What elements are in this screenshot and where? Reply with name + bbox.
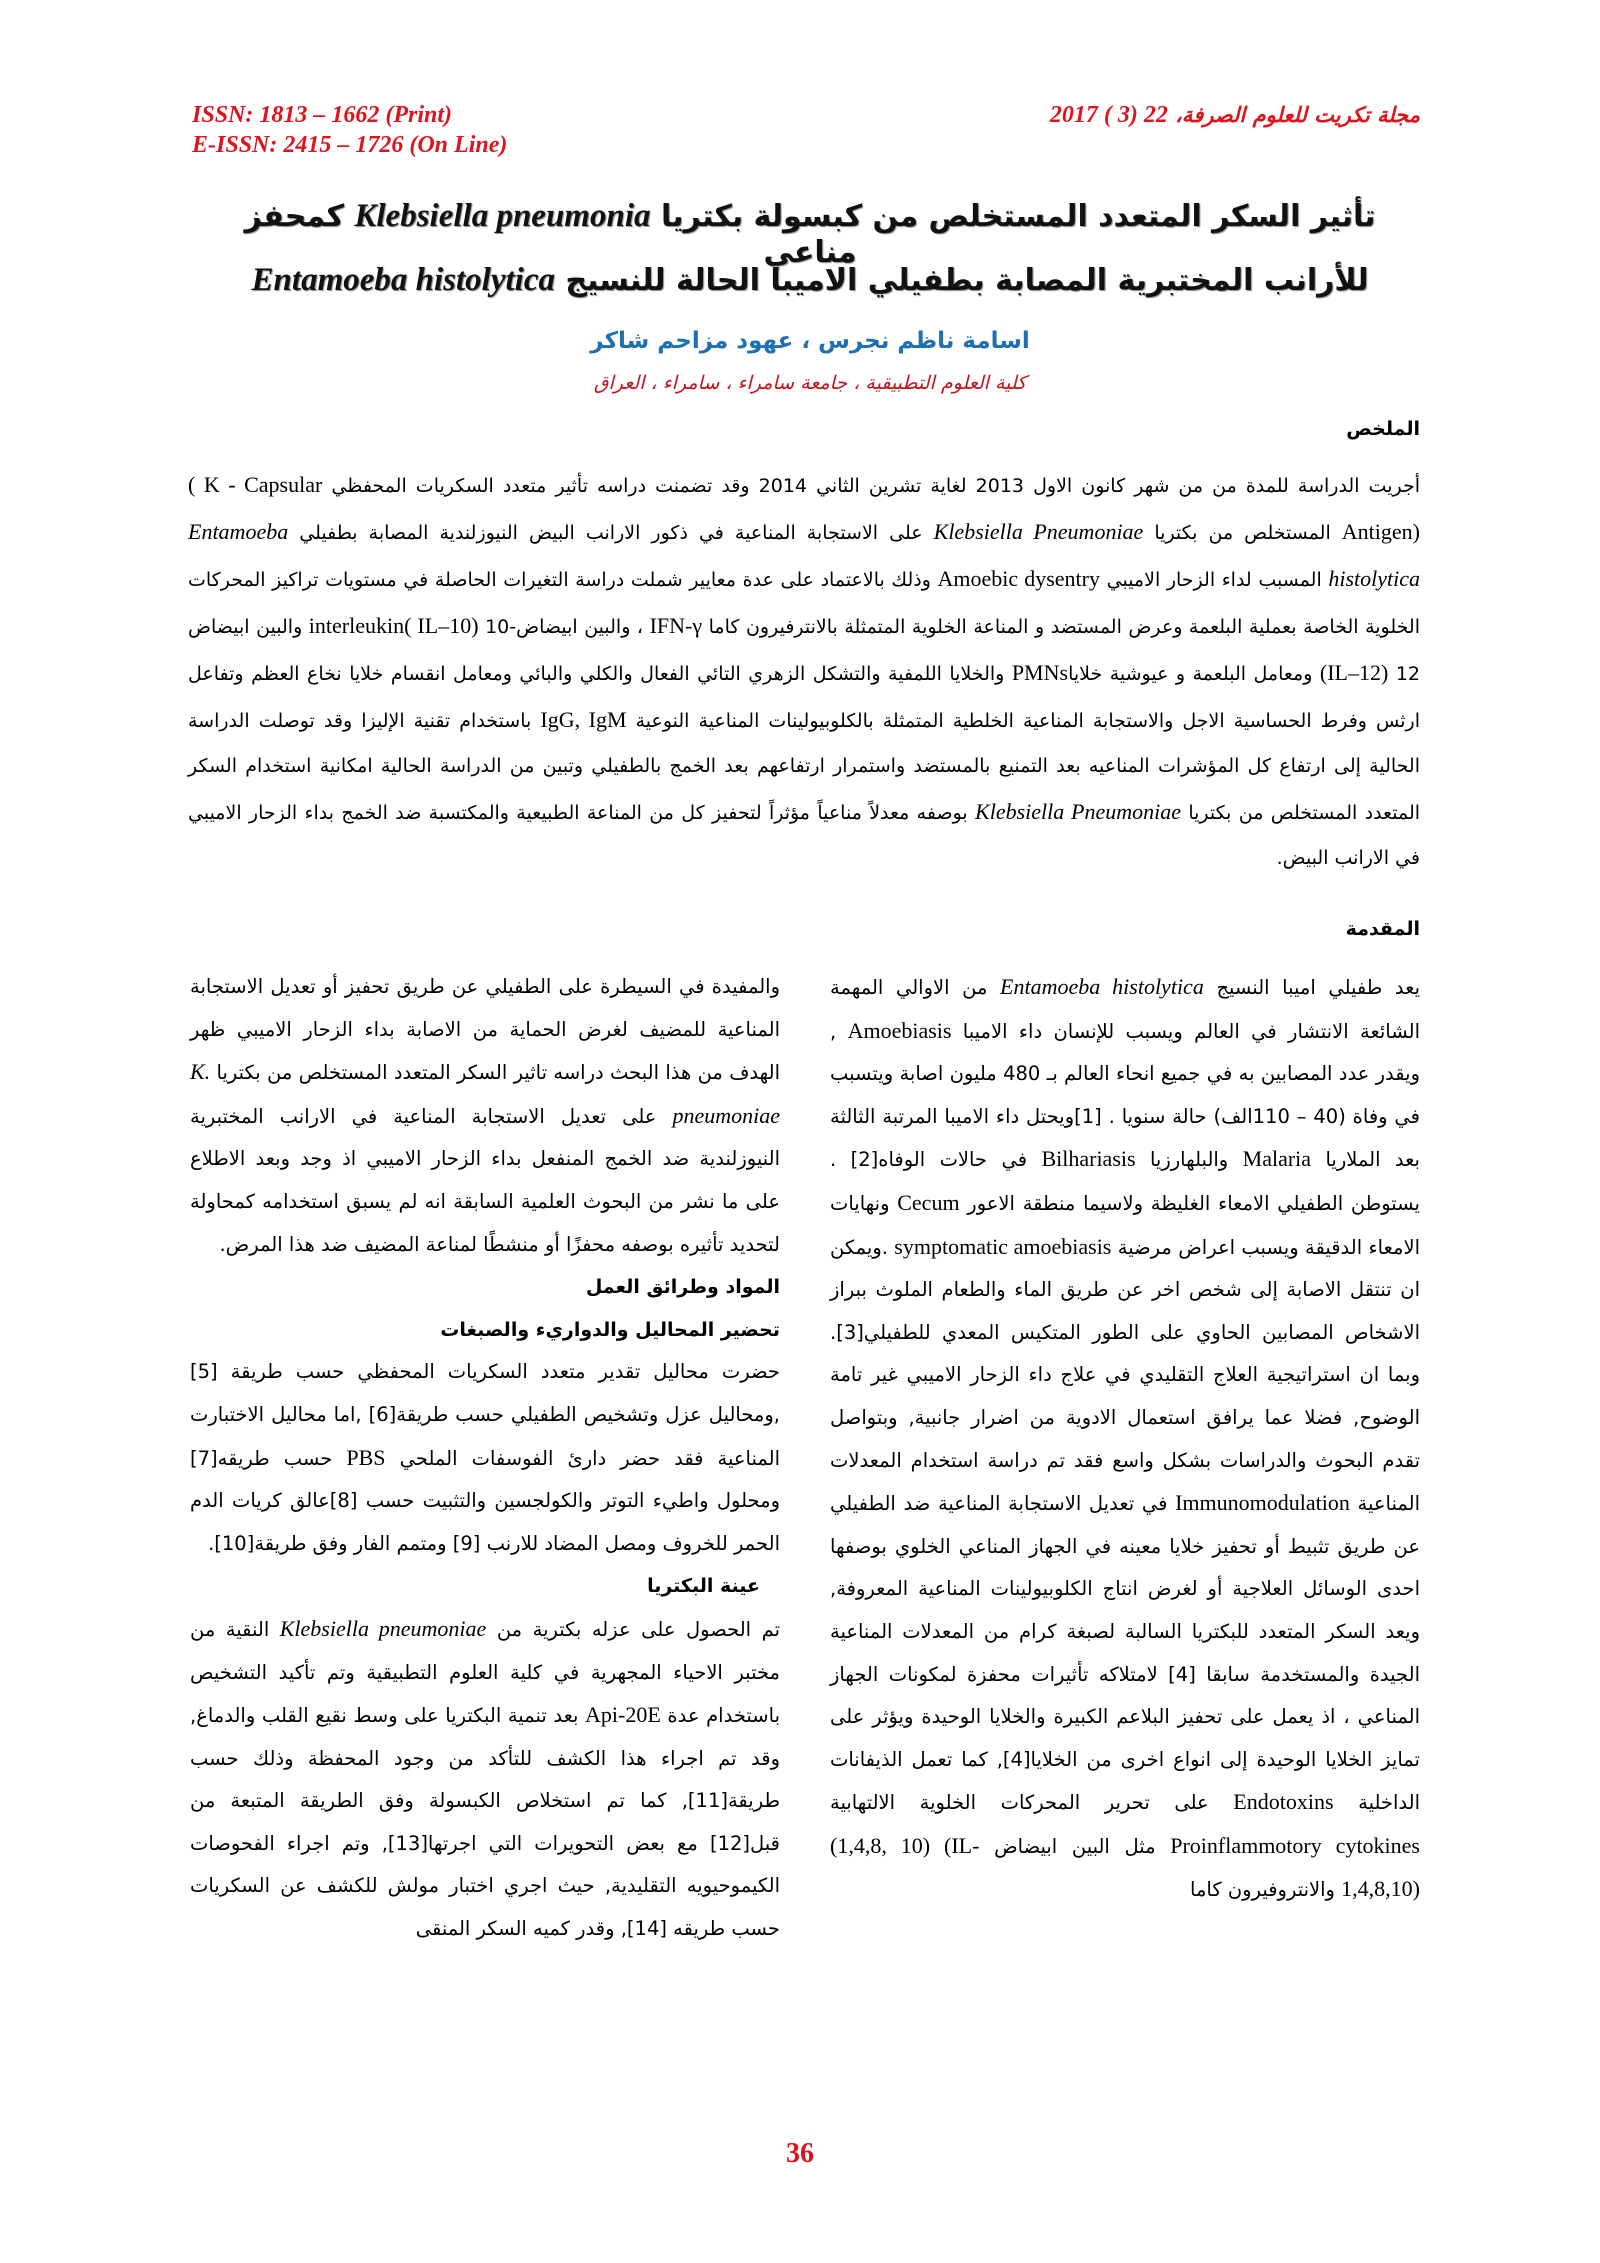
latin-term: symptomatic amoebiasis xyxy=(894,1233,1112,1259)
latin-term: Proinflammotory cytokines xyxy=(1170,1832,1420,1858)
paper-title-line-1 xyxy=(200,198,1420,270)
latin-term: Api-20E xyxy=(585,1702,661,1728)
bacteria-sample-paragraph xyxy=(190,1608,780,1951)
text: على تعديل الاستجابة المناعية في الارانب المختبرية النيوزلندية ضد الخمج المنفعل بداء الزحار الاميبي اذ وجد وبعد الاطلاع على ما نشر من البحوث العلمية السابقة انه لم يسبق استخدامه كمحاولة لتحديد تأثيره بوصفه محفزًا أو منشطًا لمناعة المضيف ضد هذا المرض. xyxy=(190,1104,780,1256)
journal-citation xyxy=(1050,100,1420,130)
column-right xyxy=(830,966,1420,1912)
latin-term: interleukin( IL–10) xyxy=(308,613,479,638)
latin-term: Bilhariasis xyxy=(1041,1146,1136,1172)
species-name: Entamoeba histolytica xyxy=(188,519,1421,591)
title-text: للأرانب المختبرية المصابة بطفيلي الاميبا الحالة للنسيج xyxy=(565,263,1369,298)
text: والانتروفيرون كاما xyxy=(1190,1878,1342,1902)
journal-issue: 2017 ( 3) 22 xyxy=(1049,102,1168,128)
methods-heading: المواد وطرائق العمل xyxy=(585,1276,780,1299)
column-left xyxy=(190,966,780,1951)
issn-print: ISSN: 1813 – 1662 (Print) xyxy=(192,102,453,128)
text: بوصفه معدلاً مناعياً مؤثراً لتحفيز كل من المناعة الطبيعية والمكتسبة ضد الخمج بداء الزحار الاميبي في الارانب البيض. xyxy=(188,802,1420,869)
bacteria-sample-subheading: عينة البكتريا xyxy=(647,1575,760,1598)
title-text: تأثير السكر المتعدد المستخلص من كبسولة بكتريا xyxy=(660,199,1376,234)
text: والخلايا اللمفية والتشكل الزهري التائي الفعال والكلي والبائي ومعامل انقسام خلايا نخاع العظم وتفاعل ارثس وفرط الحساسية الاجل والاستجابة المناعية الخلطية المتمثلة بالكلوبيولينات المناعية النوعية xyxy=(188,663,1421,732)
text: وذلك بالاعتماد على عدة معايير شملت دراسة التغيرات الحاصلة في مستويات تراكيز المحركات الخلوية الخاصة بعملية البلعمة وعرض المستضد و المناعة الخلوية المتمثلة بالانترفيرون كاما xyxy=(188,569,1420,638)
text: تم الحصول على عزله بكترية من xyxy=(486,1617,780,1641)
text: , ويقدر عدد المصابين به في جميع انحاء العالم بـ 480 مليون اصابة ويتسبب في وفاة (40 – 110الف) حالة سنويا . [1]ويحتل داء الاميبا المرتبة الثالثة بعد الملاريا xyxy=(830,1019,1420,1172)
text: والبلهارزيا xyxy=(1135,1148,1243,1172)
text: ، والبين ابيضاض-10 xyxy=(478,616,650,638)
text: في حالات الوفاه[2] . يستوطن الطفيلي الامعاء الغليظة ولاسيما منطقة الاعور xyxy=(830,1148,1420,1215)
text: المستخلص من بكتريا xyxy=(1143,522,1342,544)
latin-term: ( K - Capsular Antigen) xyxy=(188,472,1420,544)
text: حضرت محاليل تقدير متعدد السكريات المحفظي حسب طريقة [5] ,ومحاليل عزل وتشخيص الطفيلي حسب طريقة[6] ,اما محاليل الاختبارت المناعية فقد حضر دارئ الفوسفات الملحي xyxy=(190,1360,780,1470)
abstract-heading: الملخص xyxy=(1346,418,1420,440)
paper-title-line-2 xyxy=(200,262,1420,299)
text: مثل البين ابيضاض xyxy=(979,1834,1171,1858)
text: .ويمكن ان تنتقل الاصابة إلى شخص اخر عن طريق الماء والطعام الملوث ببراز الاشخاص المصابين الحاوي على الطور المتكيس المعدي للطفيلي[3]. وبما ان استراتيجية العلاج التقليدي في علاج داء الزحار الاميبي غير تامة الوضوح, فضلا عما يرافق استعمال الادوية من اضرار جانبية, وبتواصل تقدم البحوث والدراسات بشكل واسع فقد تم دراسة استخدام المعدلات المناعية xyxy=(830,1235,1420,1516)
issn-block xyxy=(192,100,507,160)
latin-term: PMNs xyxy=(1011,660,1069,685)
text: من الاوالي المهمة الشائعة الانتشار في العالم ويسبب للإنسان داء الاميبا xyxy=(830,976,1420,1043)
introduction-heading: المقدمة xyxy=(1345,918,1420,940)
title-species: Entamoeba histolytica xyxy=(251,262,555,298)
text: بعد تنمية البكتريا على وسط نقيع القلب والدماغ, وقد تم اجراء هذا الكشف للتأكد من وجود المحفظة وذلك حسب طريقة[11], كما تم استخلاص الكبسولة وفق الطريقة المتبعة من قبل[12] مع بعض التحويرات التي اجرتها[13], وتم اجراء الفحوصات الكيموحيويه التقليدية, حيث اجري اختبار مولش للكشف عن السكريات حسب طريقه [14], وقدر كميه السكر المنقى xyxy=(190,1704,780,1941)
latin-term: (IL–12) xyxy=(1319,660,1389,685)
text: أجريت الدراسة للمدة من من شهر كانون الاول 2013 لغاية تشرين الثاني 2014 وقد تضمنت دراسه تأثير متعدد السكريات المحفظي xyxy=(322,475,1421,497)
text: ونهايات الامعاء الدقيقة ويسبب اعراض مرضية xyxy=(830,1191,1420,1259)
latin-term: Endotoxins xyxy=(1233,1789,1334,1815)
text: والمفيدة في السيطرة على الطفيلي عن طريق تحفيز أو تعديل الاستجابة المناعية للمضيف لغرض الحماية من الاصابة بداء الزحار الاميبي ظهر الهدف من هذا البحث دراسه تاثير السكر المتعدد المستخلص من بكتريا xyxy=(190,975,780,1085)
text: على الاستجابة المناعية في ذكور الارانب البيض النيوزلندية المصابة بطفيلي xyxy=(288,522,934,544)
authors: اسامة ناظم نجرس ، عهود مزاحم شاكر xyxy=(590,328,1030,354)
text: باستخدام تقنية الإليزا وقد توصلت الدراسة الحالية إلى ارتفاع كل المؤشرات المناعيه بعد التمنيع بالمستضد واستمرار ارتفاعهم بعد الخمج بالطفيلي وتبين من الدراسة الحالية امكانية استخدام السكر المتعدد المستخلص من بكتريا xyxy=(188,710,1421,824)
solutions-paragraph xyxy=(190,1351,780,1565)
text: على تحرير المحركات الخلوية الالتهابية xyxy=(830,1791,1234,1815)
abstract-body xyxy=(188,462,1420,881)
latin-term: IFN-γ xyxy=(649,613,703,638)
latin-term: Cecum xyxy=(897,1189,960,1215)
species-name: Klebsiella Pneumoniae xyxy=(933,519,1144,544)
species-name: Klebsiella pneumoniae xyxy=(279,1615,487,1641)
text: يعد طفيلي اميبا النسيج xyxy=(1203,976,1421,999)
species-name: Klebsiella Pneumoniae xyxy=(975,799,1182,824)
affiliation: كلية العلوم التطبيقية ، جامعة سامراء ، سامراء ، العراق xyxy=(593,372,1027,394)
text: ومعامل البلعمة و عيوشية خلايا xyxy=(1068,663,1320,685)
latin-term: Malaria xyxy=(1242,1146,1312,1172)
text: المسبب لداء الزحار الاميبي xyxy=(1100,569,1329,591)
latin-term: IgG, IgM xyxy=(540,707,627,732)
latin-term: (1,4,8, 10) (IL-1,4,8,10) xyxy=(830,1832,1420,1902)
text: حسب طريقه[7] ومحلول واطيء التوتر والكولجسين والتثبيت حسب [8]عالق كريات الدم الحمر للخروف ومصل المضاد للارنب [9] ومتمم الفار وفق طريقة[10]. xyxy=(190,1446,780,1555)
latin-term: Immunomodulation xyxy=(1175,1490,1350,1516)
introduction-paragraph xyxy=(830,966,1420,1912)
text: النقية من مختبر الاحياء المجهرية في كلية العلوم التطبيقية وتم تأكيد التشخيص باستخدام عدة xyxy=(190,1617,781,1728)
species-name: K. pneumoniae xyxy=(190,1059,780,1128)
page-number: 36 xyxy=(786,2138,814,2169)
issn-online: E-ISSN: 2415 – 1726 (On Line) xyxy=(192,132,508,158)
latin-term: PBS xyxy=(346,1444,386,1470)
title-text: كمحفز مناعي xyxy=(244,199,857,270)
text: في تعديل الاستجابة المناعية ضد الطفيلي عن طريق تثبيط أو تحفيز خلايا معينه في الجهاز المناعي الخلوي بوصفها احدى الوسائل العلاجية أو لغرض انتاج الكلوبيولينات المناعية المعروفة, ويعد السكر المتعدد للبكتريا السالبة لصبغة كرام من المعدلات المناعية الجيدة والمستخدمة سابقا [4] لامتلاكه تأثيرات محفزة لمكونات الجهاز المناعي ، اذ يعمل على تحفيز البلاعم الكبيرة والخلايا الوحيدة ويؤثر على تمايز الخلايا الوحيدة إلى انواع اخرى من الخلايا[4], كما تعمل الذيفانات الداخلية xyxy=(830,1492,1420,1815)
latin-term: Amoebic dysentry xyxy=(937,566,1100,591)
text: والبين ابيضاض 12 xyxy=(188,616,1421,685)
title-species: Klebsiella pneumonia xyxy=(354,198,651,234)
solutions-subheading: تحضير المحاليل والدواريء والصبغات xyxy=(440,1318,780,1341)
introduction-paragraph-continued xyxy=(190,966,780,1266)
latin-term: Amoebiasis xyxy=(847,1017,952,1043)
journal-name: مجلة تكريت للعلوم الصرفة، xyxy=(1175,103,1420,127)
species-name: Entamoeba histolytica xyxy=(1000,974,1204,999)
